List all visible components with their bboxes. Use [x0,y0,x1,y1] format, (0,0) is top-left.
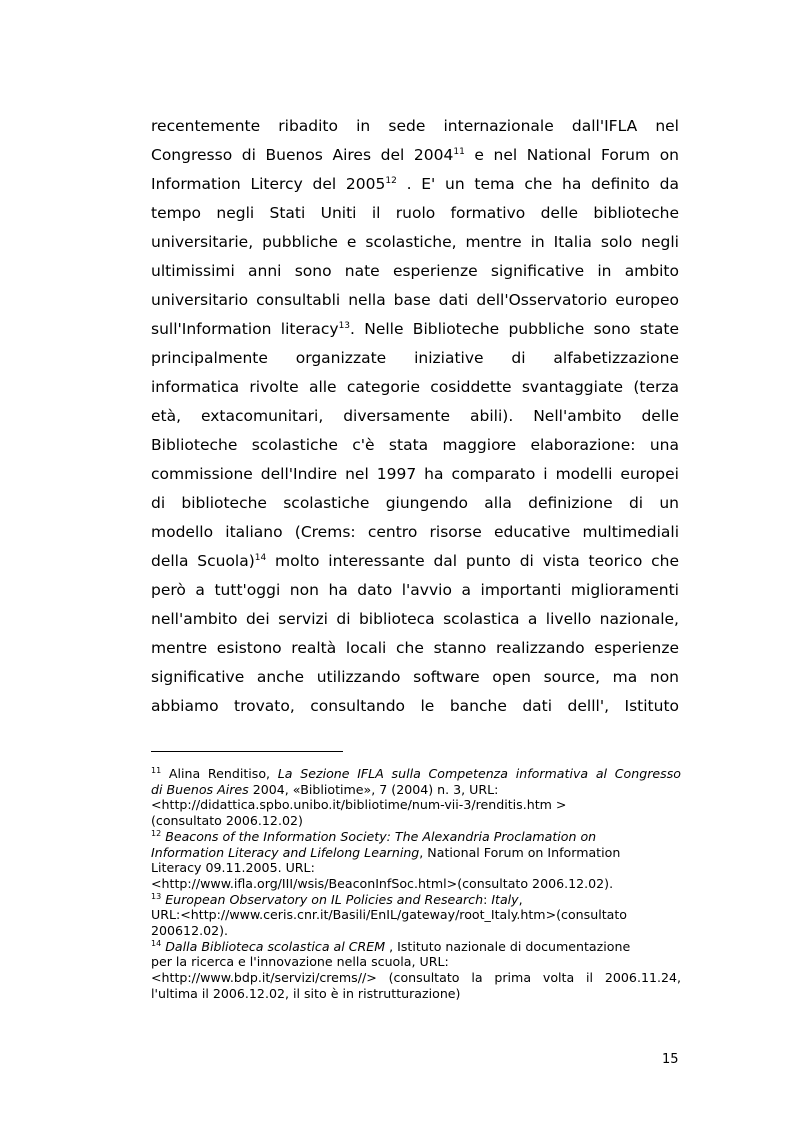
footnote-ref-12[interactable]: 12 [385,175,397,186]
body-line: informatica rivolte alle categorie cosiddette svantaggiate (terza [151,378,679,396]
footnote-11: $^{11}$ Alina Renditiso, La Sezione IFLA sulla Competenza informativa al Congresso di Buenos Aires 2004, «Bibliotime», 7 (2004) n. 3, URL: <http://didattica.spbo.unibo.it/bibliotime/num-vii-3/renditis.htm > (consultato 2006.12.02) [151,765,681,829]
body-line: significative anche utilizzando software open source, ma non [151,668,679,686]
footnote-url[interactable]: <http://www.ifla.org/III/wsis/BeaconInfSoc.html>(consultato 2006.12.02). [151,875,614,891]
body-paragraph [151,112,679,721]
footnote-13: $^{13}$ European Observatory on IL Policies and Research: Italy, URL:<http://www.ceris.cnr.it/Basili/EnIL/gateway/root_Italy.htm>(consultato 200612.02). [151,892,681,939]
body-line: recentemente ribadito in sede internazionale dall'IFLA nel [151,117,679,135]
body-line: mentre esistono realtà locali che stanno realizzando esperienze [151,639,679,657]
footnote-separator [151,751,343,752]
footnote-number: 14 [151,938,162,948]
footnote-12: $^{12}$ Beacons of the Information Society: The Alexandria Proclamation on Information Literacy and Lifelong Learning, National Forum on Information Literacy 09.11.2005. URL: <http://www.ifla.org/III/wsis/BeaconInfSoc.html>(consultato 2006.12.02). [151,829,681,892]
footnote-number: 13 [151,891,162,901]
body-line: Biblioteche scolastiche c'è stata maggiore elaborazione: una [151,436,679,454]
footnote-14: $^{14}$ Dalla Biblioteca scolastica al CREM , Istituto nazionale di documentazione per la ricerca e l'innovazione nella scuola, URL: <http://www.bdp.it/servizi/crems//> (consultato la prima volta il 2006.11.24, l'ultima il 2006.12.02, il sito è in ristrutturazione) [151,938,681,1001]
footnote-ref-11[interactable]: 11 [453,146,465,157]
body-line: nell'ambito dei servizi di biblioteca scolastica a livello nazionale, [151,610,679,628]
footnote-url[interactable]: <http://didattica.spbo.unibo.it/bibliotime/num-vii-3/renditis.htm > [151,797,567,813]
body-line: tempo negli Stati Uniti il ruolo formativo delle biblioteche [151,204,679,222]
footnote-number: 11 [151,765,162,775]
body-line: commissione dell'Indire nel 1997 ha comparato i modelli europei [151,465,679,483]
page-number: 15 [662,1052,679,1067]
footnote-ref-14[interactable]: 14 [254,552,267,563]
body-line: abbiamo trovato, consultando le banche dati delll', Istituto [151,697,679,715]
footnotes-section [151,766,681,1002]
footnote-title: La Sezione IFLA sulla Competenza informativa al Congresso [277,766,681,781]
body-line: della Scuola)$^{14}$ molto interessante dal punto di vista teorico che [151,552,679,570]
body-line: universitarie, pubbliche e scolastiche, mentre in Italia solo negli [151,233,679,251]
footnote-number: 12 [151,828,162,838]
footnote-url[interactable]: <http://www.bdp.it/servizi/crems//> (consultato la prima volta il 2006.11.24, [151,970,681,986]
body-line: di biblioteche scolastiche giungendo alla definizione di un [151,494,679,512]
footnote-title: Beacons of the Information Society: The Alexandria Proclamation on [161,828,597,844]
footnote-title: European Observatory on IL Policies and Research [161,891,484,907]
body-line: ultimissimi anni sono nate esperienze significative in ambito [151,262,679,280]
body-line: Information Litercy del 2005$^{12}$ . E' un tema che ha definito da [151,175,679,193]
body-line: modello italiano (Crems: centro risorse educative multimediali [151,523,679,541]
body-line: età, extacomunitari, diversamente abili). Nell'ambito delle [151,407,679,425]
footnote-title: Dalla Biblioteca scolastica al CREM [161,938,386,954]
footnote-ref-13[interactable]: 13 [338,320,351,331]
body-line: però a tutt'oggi non ha dato l'avvio a importanti miglioramenti [151,581,679,599]
body-line: sull'Information literacy$^{13}$. Nelle Biblioteche pubbliche sono state [151,320,679,338]
footnote-url[interactable]: URL:<http://www.ceris.cnr.it/Basili/EnIL/gateway/root_Italy.htm>(consultato [151,907,627,923]
body-line: principalmente organizzate iniziative di alfabetizzazione [151,349,679,367]
body-line: universitario consultabli nella base dati dell'Osservatorio europeo [151,291,679,309]
body-line: Congresso di Buenos Aires del 2004$^{11}$ e nel National Forum on [151,146,679,164]
